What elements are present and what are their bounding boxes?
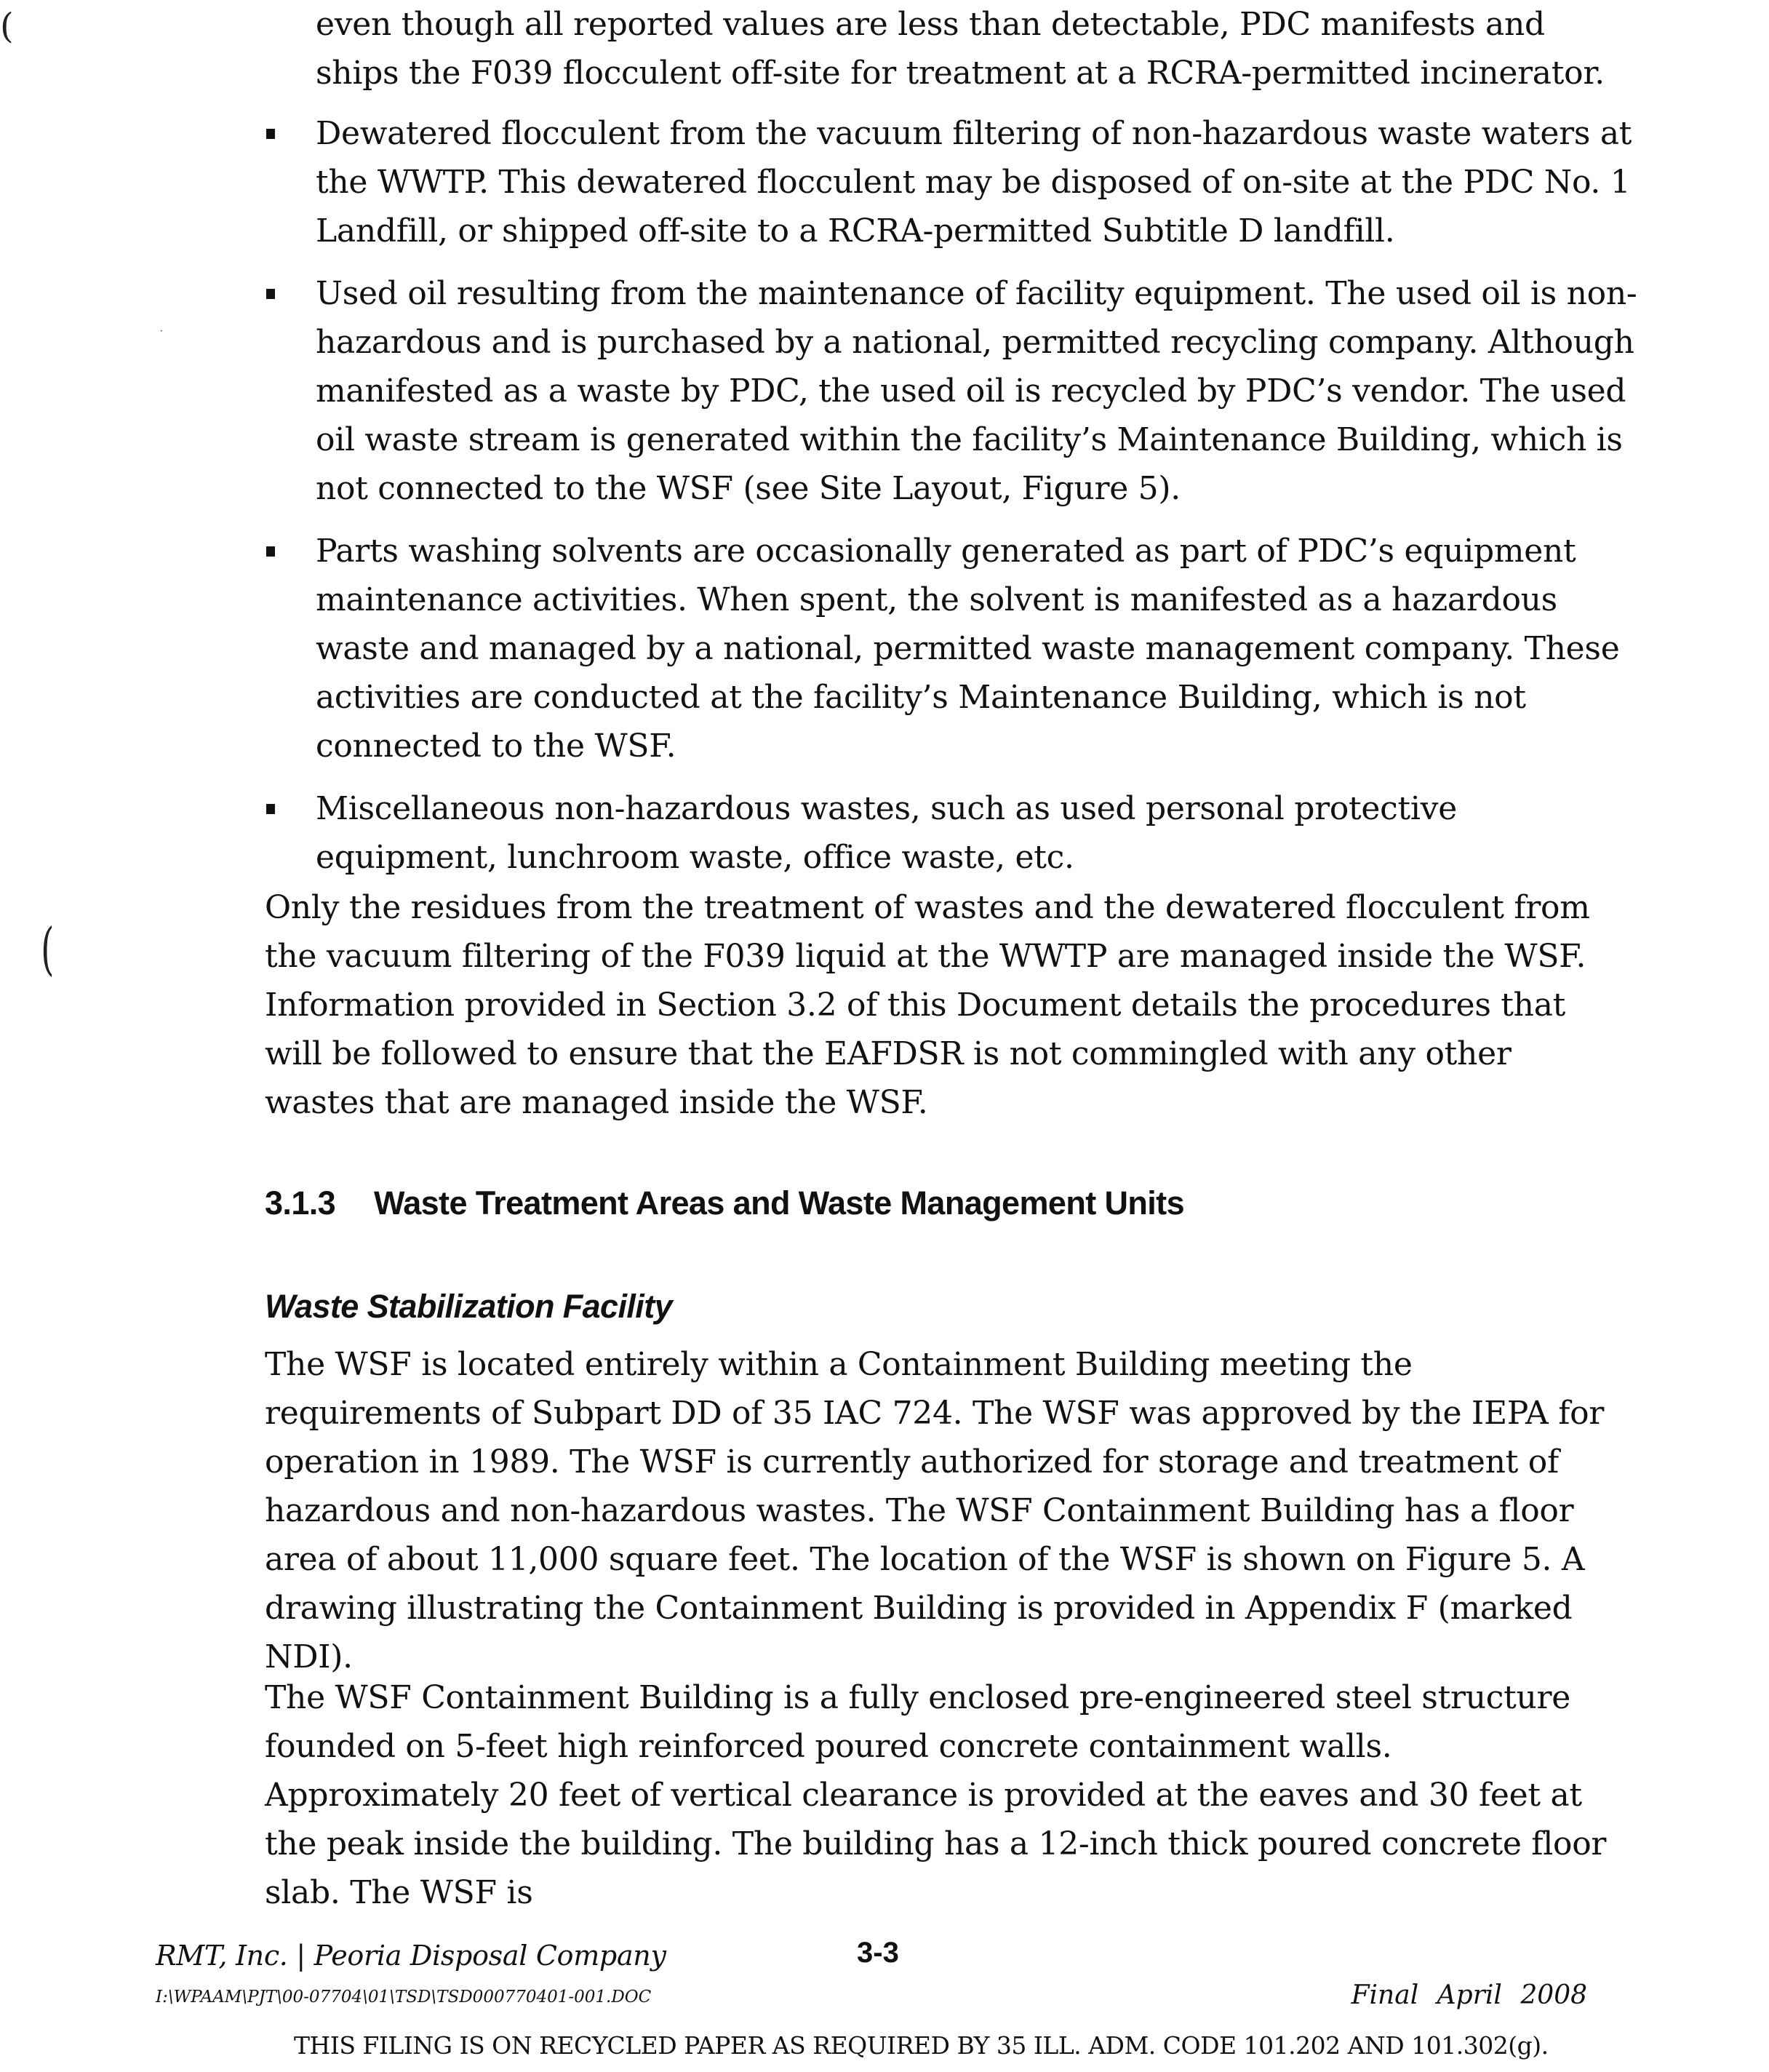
wsf-description-paragraph: The WSF is located entirely within a Containment Building meeting the requirements of Subpart DD of 35 IAC 724. The WSF was approved by the IEPA for operation in 1989. The WSF is currently authorized for storage and treatment of hazardous and non-hazardous wastes. The WSF Containment Building has a floor area of about 11,000 square feet. The location of the WSF is shown on Figure 5. A drawing illustrating the Containment Building is provided in Appendix F (marked NDI). [265,1346,1605,1675]
list-item [263,784,1638,882]
subsection-heading: Waste Stabilization Facility [265,1288,673,1325]
bullet-text: Used oil resulting from the maintenance of facility equipment. The used oil is non-hazardous and is purchased by a national, permitted recycling company. Although manifested as a waste by PDC, the used oil is recycled by PDC’s vendor. The used oil waste stream is generated within the facility’s Maintenance Building, which is not connected to the WSF (see Site Layout, Figure 5). [316,275,1637,507]
section-title: Waste Treatment Areas and Waste Management Units [374,1184,1184,1222]
scan-speck: · [160,326,163,336]
bullet-square-icon [266,129,275,139]
list-item [263,269,1638,513]
scan-margin-mark-top: ( [0,6,14,47]
list-item [263,109,1638,255]
bullet-square-icon [266,546,275,557]
page-number: 3-3 [857,1937,899,1969]
footer-company: RMT, Inc. | Peoria Disposal Company [156,1940,666,1972]
waste-stream-bullet-list [263,109,1638,896]
continuation-paragraph: even though all reported values are less than detectable, PDC manifests and ships the F039 flocculent off-site for treatment at a RCRA-permitted incinerator. [316,6,1605,92]
footer-status-date: Final April 2008 [1351,1980,1587,2010]
list-item [263,527,1638,770]
footer-file-path: I:\WPAAM\PJT\00-07704\01\TSD\TSD000770401-001.DOC [156,1988,652,2007]
bullet-text: Parts washing solvents are occasionally generated as part of PDC’s equipment maintenance activities. When spent, the solvent is manifested as a hazardous waste and managed by a national, permitted waste management company. These activities are conducted at the facility’s Maintenance Building, which is not connected to the WSF. [316,533,1620,765]
bullet-square-icon [266,289,275,299]
bullet-square-icon [266,804,275,814]
wsf-containment-paragraph: The WSF Containment Building is a fully enclosed pre-engineered steel structure founded on 5-feet high reinforced poured concrete containment walls. Approximately 20 feet of vertical clearance is provided at the eaves and 30 feet at the peak inside the building. The building has a 12-inch thick poured concrete floor slab. The WSF is [265,1679,1607,1911]
bullet-text: Dewatered flocculent from the vacuum filtering of non-hazardous waste waters at the WWTP. This dewatered flocculent may be disposed of on-site at the PDC No. 1 Landfill, or shipped off-site to a RCRA-permitted Subtitle D landfill. [316,115,1632,250]
recycled-paper-notice: THIS FILING IS ON RECYCLED PAPER AS REQUIRED BY 35 ILL. ADM. CODE 101.202 AND 101.302(g). [294,2031,1549,2060]
section-heading [265,1184,1184,1222]
residues-paragraph: Only the residues from the treatment of wastes and the dewatered flocculent from the vacuum filtering of the F039 liquid at the WWTP are managed inside the WSF. Information provided in Section 3.2 of this Document details the procedures that will be followed to ensure that the EAFDSR is not commingled with any other wastes that are managed inside the WSF. [265,889,1590,1121]
bullet-text: Miscellaneous non-hazardous wastes, such as used personal protective equipment, lunchroom waste, office waste, etc. [316,790,1457,876]
scan-margin-mark-middle: ( [41,917,55,982]
section-number: 3.1.3 [265,1184,336,1222]
